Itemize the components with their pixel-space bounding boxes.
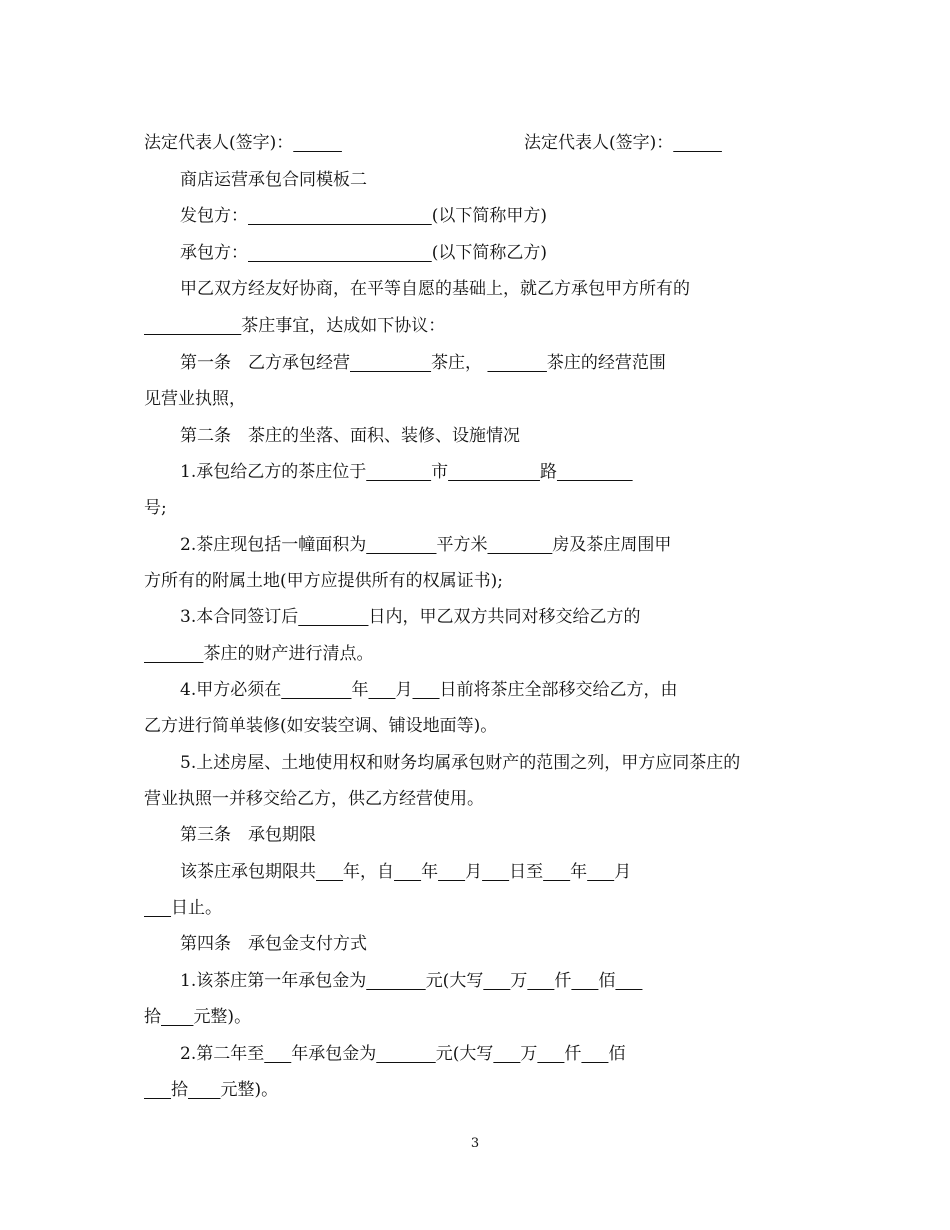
payment-2-shi: 拾 [171, 1080, 189, 1100]
party-b-label: 承包方： [180, 243, 248, 263]
item-5-cont: 营业执照一并移交给乙方，供乙方经营使用。 [144, 789, 484, 809]
payment-1-shi-blank [615, 971, 642, 991]
party-a-blank [248, 206, 432, 226]
term-end: 日止。 [171, 898, 223, 918]
signature-right [524, 131, 722, 155]
item-4-line [180, 678, 814, 702]
payment-2-cont [144, 1078, 814, 1102]
payment-2-text-b: 年承包金为 [291, 1044, 377, 1064]
payment-2-amount-blank [376, 1044, 435, 1064]
item-5-line: 5.上述房屋、土地使用权和财务均属承包财产的范围之列，甲方应同茶庄的 [180, 753, 741, 773]
payment-2-line [180, 1042, 814, 1066]
party-b-suffix: (以下简称乙方) [431, 243, 547, 263]
payment-1-bai-blank [571, 971, 598, 991]
start-day-to: 日至 [509, 862, 544, 882]
party-b-blank [248, 243, 432, 263]
item-4-text-d: 日前将茶庄全部移交给乙方，由 [439, 680, 678, 700]
document-title: 商店运营承包合同模板二 [180, 170, 367, 190]
payment-2-shi-blank [144, 1080, 171, 1100]
party-b-line [180, 241, 814, 265]
city-blank [366, 462, 431, 482]
road-blank [448, 462, 540, 482]
article-1-heading: 第一条 乙方承包经营 [180, 353, 350, 373]
item-4-year-blank [281, 680, 351, 700]
payment-1-yuan-blank [161, 1007, 193, 1027]
item-2-cont: 方所有的附属土地(甲方应提供所有的权属证书); [144, 571, 503, 591]
payment-1-text: 1.该茶庄第一年承包金为 [180, 971, 367, 991]
end-day-blank [144, 898, 171, 918]
item-2-text-c: 房及茶庄周围甲 [552, 535, 672, 555]
end-year-blank [543, 862, 570, 882]
signature-right-label: 法定代表人(签字)： [524, 133, 674, 153]
payment-2-bai: 佰 [608, 1044, 626, 1064]
payment-1-wan-blank [483, 971, 510, 991]
item-1-text-a: 1.承包给乙方的茶庄位于 [180, 462, 367, 482]
tea-house-blank [144, 316, 241, 336]
payment-2-bai-blank [581, 1044, 608, 1064]
room-blank [487, 535, 552, 555]
item-1-text-c: 路 [539, 462, 557, 482]
article-1-line [180, 351, 814, 375]
item-4-text-a: 4.甲方必须在 [180, 680, 282, 700]
item-1-cont: 号; [144, 498, 167, 518]
intro-line-1: 甲乙双方经友好协商，在平等自愿的基础上，就乙方承包甲方所有的 [180, 279, 690, 299]
item-4-year: 年 [351, 680, 369, 700]
term-years-blank [316, 862, 343, 882]
item-3-line [180, 605, 814, 629]
start-month: 月 [465, 862, 483, 882]
payment-2-qian-blank [537, 1044, 564, 1064]
item-4-month-blank [368, 680, 395, 700]
payment-1-line [180, 969, 814, 993]
start-day-blank [482, 862, 509, 882]
payment-1-end: 元整)。 [193, 1007, 252, 1027]
payment-2-text-a: 2.第二年至 [180, 1044, 265, 1064]
item-2-text-b: 平方米 [436, 535, 488, 555]
page-number: 3 [470, 1136, 480, 1151]
article-3-heading: 第三条 承包期限 [180, 825, 316, 845]
payment-2-wan: 万 [520, 1044, 538, 1064]
article-4-heading: 第四条 承包金支付方式 [180, 934, 367, 954]
item-2-text-a: 2.茶庄现包括一幢面积为 [180, 535, 367, 555]
item-1-line [180, 460, 814, 484]
payment-2-year-blank [264, 1044, 291, 1064]
item-3-text-b: 日内，甲乙双方共同对移交给乙方的 [368, 607, 641, 627]
intro-text-2: 茶庄事宜，达成如下协议： [241, 316, 446, 336]
party-a-label: 发包方： [180, 206, 248, 226]
term-cont [144, 896, 814, 920]
item-1-text-b: 市 [431, 462, 449, 482]
end-month: 月 [614, 862, 632, 882]
article-2-heading: 第二条 茶庄的坐落、面积、装修、设施情况 [180, 426, 520, 446]
item-3-blank [144, 644, 203, 664]
payment-2-end: 元整)。 [220, 1080, 279, 1100]
party-a-line [180, 204, 814, 228]
article-1-blank-1 [350, 353, 431, 373]
payment-2-wan-blank [493, 1044, 520, 1064]
term-line [180, 860, 814, 884]
item-4-day-blank [413, 680, 440, 700]
signature-left-blank [293, 133, 342, 153]
item-3-cont [144, 642, 814, 666]
article-1-cont: 见营业执照， [144, 389, 246, 409]
payment-1-wan: 万 [510, 971, 528, 991]
area-blank [366, 535, 436, 555]
payment-1-bai: 佰 [598, 971, 616, 991]
payment-2-qian: 仟 [564, 1044, 582, 1064]
signature-left-label: 法定代表人(签字)： [144, 133, 294, 153]
payment-1-qian: 仟 [554, 971, 572, 991]
article-1-text-b: 茶庄， [431, 353, 483, 373]
party-a-suffix: (以下简称甲方) [431, 206, 547, 226]
intro-line-2 [144, 314, 814, 338]
payment-1-amount-blank [366, 971, 425, 991]
item-4-cont: 乙方进行简单装修(如安装空调、铺设地面等)。 [144, 716, 498, 736]
article-1-text-c: 茶庄的经营范围 [546, 353, 666, 373]
article-1-blank-2 [487, 353, 546, 373]
term-text-a: 该茶庄承包期限共 [180, 862, 316, 882]
days-blank [298, 607, 368, 627]
start-year: 年 [421, 862, 439, 882]
start-month-blank [438, 862, 465, 882]
payment-2-daxie: 元(大写 [435, 1044, 494, 1064]
end-month-blank [587, 862, 614, 882]
item-4-month: 月 [395, 680, 413, 700]
item-3-text-c: 茶庄的财产进行清点。 [203, 644, 374, 664]
start-year-blank [394, 862, 421, 882]
payment-1-qian-blank [527, 971, 554, 991]
payment-1-cont [144, 1005, 814, 1029]
end-year: 年 [570, 862, 588, 882]
payment-1-daxie: 元(大写 [425, 971, 484, 991]
signature-line [144, 131, 814, 155]
item-3-text-a: 3.本合同签订后 [180, 607, 299, 627]
item-2-line [180, 533, 814, 557]
payment-1-shi: 拾 [144, 1007, 161, 1027]
number-blank [557, 462, 633, 482]
payment-2-yuan-blank [188, 1080, 220, 1100]
term-from: 年，自 [343, 862, 395, 882]
signature-right-blank [673, 133, 722, 153]
